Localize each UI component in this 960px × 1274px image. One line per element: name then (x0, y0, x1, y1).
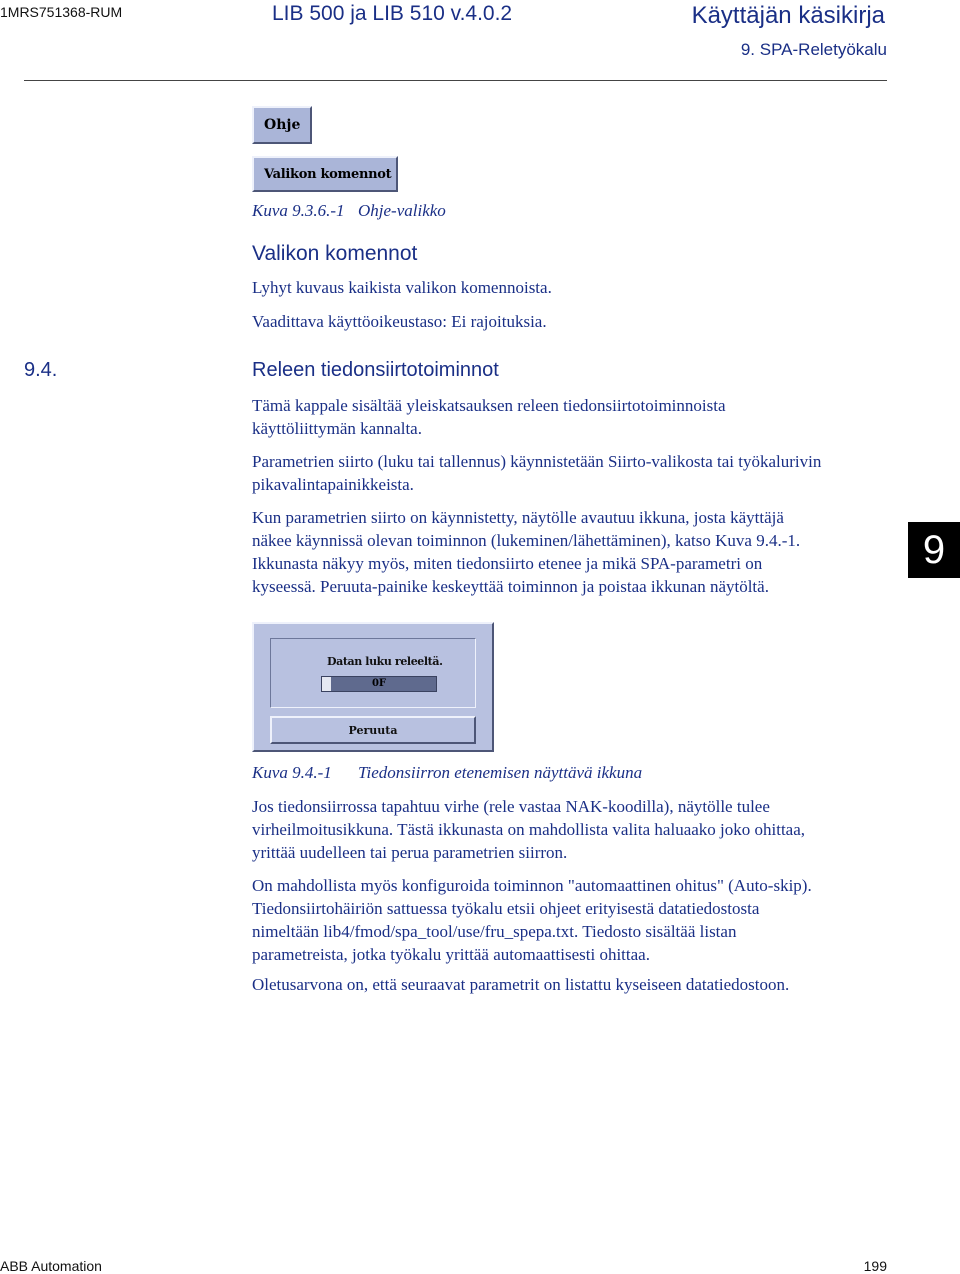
paragraph (252, 795, 805, 864)
text-line: parametreista, jotka työkalu yrittää automaattisesti ohittaa. (252, 945, 650, 964)
dialog-content-panel (270, 638, 476, 708)
figure-caption (252, 763, 642, 783)
figure-caption-text: Tiedonsiirron etenemisen näyttävä ikkuna (358, 763, 643, 782)
text-line: yrittää uudelleen tai perua parametrien siirron. (252, 843, 568, 862)
figure-number: Kuva 9.3.6.-1 (252, 201, 345, 220)
section-title: Releen tiedonsiirtotoiminnot (252, 359, 499, 381)
paragraph (252, 394, 726, 440)
figure-caption (252, 201, 446, 221)
dialog-status-label: Datan luku releeltä. (327, 655, 443, 668)
text-line: Jos tiedonsiirrossa tapahtuu virhe (rele vastaa NAK-koodilla), näytölle tulee (252, 797, 770, 816)
paragraph (252, 506, 800, 598)
page-number: 199 (863, 1258, 887, 1274)
figure-caption-text: Ohje-valikko (358, 201, 446, 220)
text-line: Tämä kappale sisältää yleiskatsauksen releen tiedonsiirtotoiminnoista (252, 396, 726, 415)
paragraph: Vaadittava käyttöoikeustaso: Ei rajoituksia. (252, 312, 547, 331)
document-id: 1MRS751368-RUM (0, 4, 123, 20)
valikon-komennot-menu-item[interactable]: Valikon komennot (252, 156, 398, 192)
transfer-progress-dialog (252, 622, 494, 752)
text-line: näkee käynnissä olevan toiminnon (lukeminen/lähettäminen), katso Kuva 9.4.-1. (252, 531, 801, 550)
text-line: kyseessä. Peruuta-painike keskeyttää toiminnon ja poistaa ikkunan näytöltä. (252, 577, 769, 596)
ohje-menu-button[interactable]: Ohje (252, 106, 312, 144)
paragraph (252, 450, 821, 496)
progress-parameter-text: 0F (371, 678, 387, 689)
cancel-button[interactable]: Peruuta (270, 716, 476, 744)
footer-company: ABB Automation (0, 1258, 102, 1274)
text-line: käyttöliittymän kannalta. (252, 419, 422, 438)
chapter-tab: 9 (908, 522, 960, 578)
text-line: nimeltään lib4/fmod/spa_tool/use/fru_spepa.txt. Tiedosto sisältää listan (252, 922, 737, 941)
text-line: Kun parametrien siirto on käynnistetty, näytölle avautuu ikkuna, josta käyttäjä (252, 508, 784, 527)
figure-number: Kuva 9.4.-1 (252, 763, 332, 782)
product-title: LIB 500 ja LIB 510 v.4.0.2 (272, 2, 513, 25)
paragraph (252, 874, 812, 966)
text-line: Parametrien siirto (luku tai tallennus) käynnistetään Siirto-valikosta tai työkalurivin (252, 452, 822, 471)
text-line: pikavalintapainikkeista. (252, 475, 414, 494)
text-line: virheilmoitusikkuna. Tästä ikkunasta on mahdollista valita haluaako joko ohittaa, (252, 820, 806, 839)
progress-bar (321, 676, 437, 692)
subsection-heading: Valikon komennot (252, 242, 418, 265)
text-line: Ikkunasta näkyy myös, miten tiedonsiirto etenee ja mikä SPA-parametri on (252, 554, 763, 573)
header-divider (24, 80, 887, 81)
text-line: Oletusarvona on, että seuraavat parametrit on listattu kyseiseen datatiedostoon. (252, 975, 790, 994)
text-line: On mahdollista myös konfiguroida toiminnon "automaattinen ohitus" (Auto-skip). (252, 876, 812, 895)
manual-title: Käyttäjän käsikirja (691, 2, 885, 29)
chapter-title: 9. SPA-Reletyökalu (740, 40, 887, 59)
section-number: 9.4. (24, 359, 58, 381)
paragraph: Lyhyt kuvaus kaikista valikon komennoista. (252, 278, 552, 297)
text-line: Tiedonsiirtohäiriön sattuessa työkalu etsii ohjeet erityisestä datatiedostosta (252, 899, 760, 918)
paragraph (252, 973, 789, 996)
